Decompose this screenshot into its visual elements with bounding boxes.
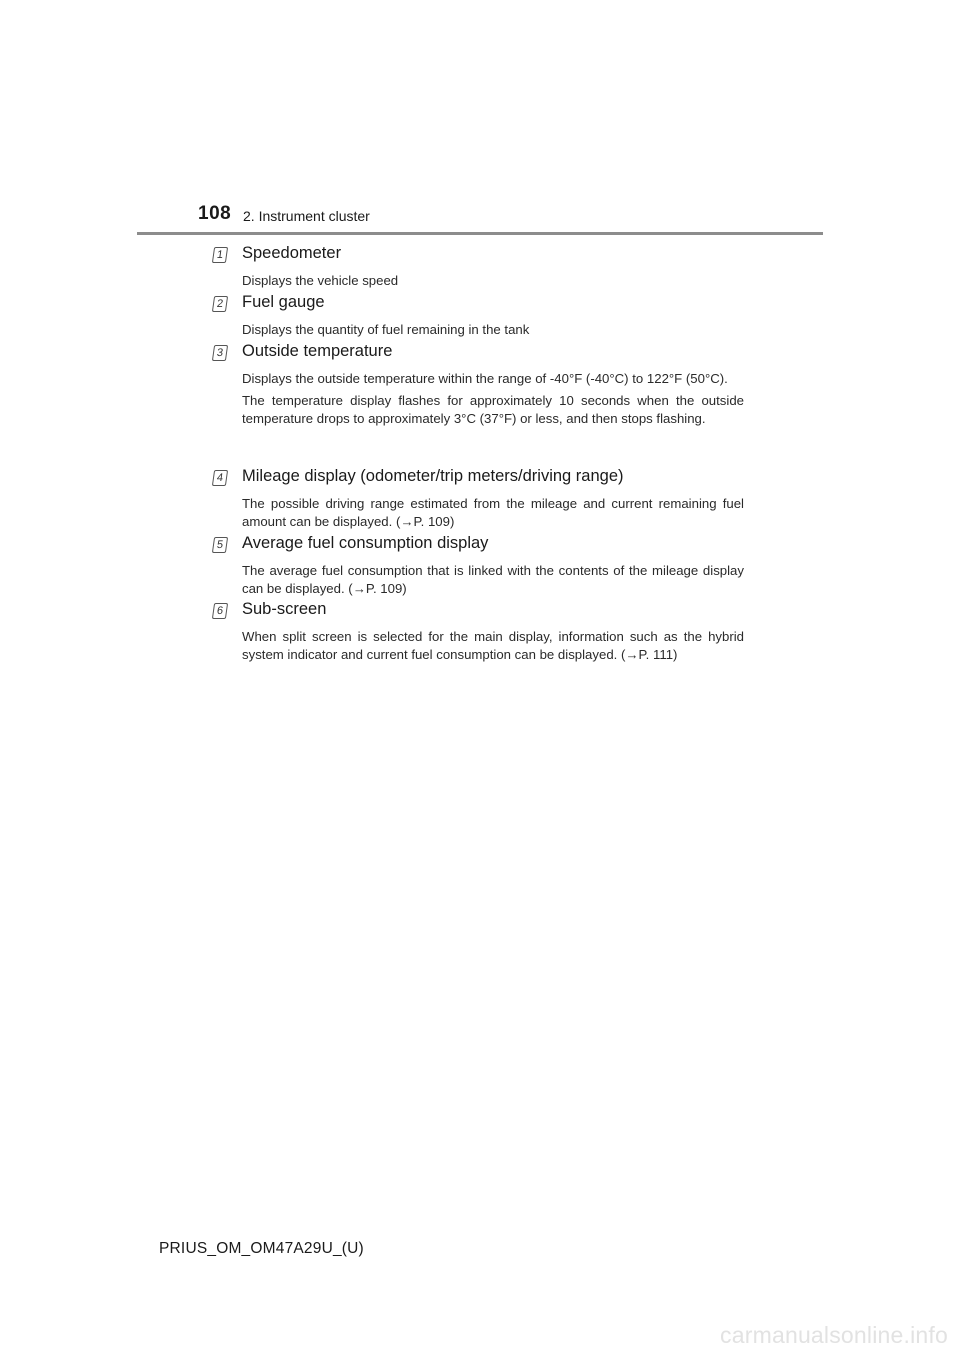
item-title: Sub-screen	[242, 600, 327, 618]
item-description	[242, 562, 744, 602]
item-title: Fuel gauge	[242, 293, 325, 311]
page-number: 108	[198, 203, 232, 224]
item-description	[242, 272, 744, 294]
item-paragraph: The possible driving range estimated from the mileage and current remaining fuel amount can be displayed. (→P. 109)	[242, 496, 744, 529]
watermark: carmanualsonline.info	[720, 1322, 948, 1348]
item-description	[242, 321, 744, 343]
item-number-badge: 2	[212, 296, 228, 312]
item-paragraph: The temperature display flashes for approximately 10 seconds when the outside temperature drops to approximately 3°C (37°F) or less, and then stops flashing.	[242, 393, 744, 426]
item-number-badge: 5	[212, 537, 228, 553]
item-paragraph: The average fuel consumption that is linked with the contents of the mileage display can be displayed. (→P. 109)	[242, 563, 744, 596]
item-number-badge: 6	[212, 603, 228, 619]
item-paragraph: When split screen is selected for the main display, information such as the hybrid system indicator and current fuel consumption can be displayed. (→P. 111)	[242, 629, 744, 662]
item-paragraph: Displays the quantity of fuel remaining in the tank	[242, 322, 530, 337]
item-number-badge: 1	[212, 247, 228, 263]
item-description	[242, 495, 744, 535]
item-description	[242, 628, 744, 668]
item-description	[242, 370, 744, 432]
header-divider	[137, 232, 823, 235]
item-title: Outside temperature	[242, 342, 393, 360]
section-title: 2. Instrument cluster	[243, 208, 370, 224]
item-paragraph: Displays the outside temperature within the range of -40°F (-40°C) to 122°F (50°C).	[242, 371, 728, 386]
item-paragraph: Displays the vehicle speed	[242, 273, 399, 288]
page-header	[198, 203, 822, 233]
item-title: Mileage display (odometer/trip meters/driving range)	[242, 467, 624, 485]
item-number-badge: 3	[212, 345, 228, 361]
item-number-badge: 4	[212, 470, 228, 486]
document-code: PRIUS_OM_OM47A29U_(U)	[159, 1240, 364, 1257]
item-title: Average fuel consumption display	[242, 534, 489, 552]
item-title: Speedometer	[242, 244, 342, 262]
